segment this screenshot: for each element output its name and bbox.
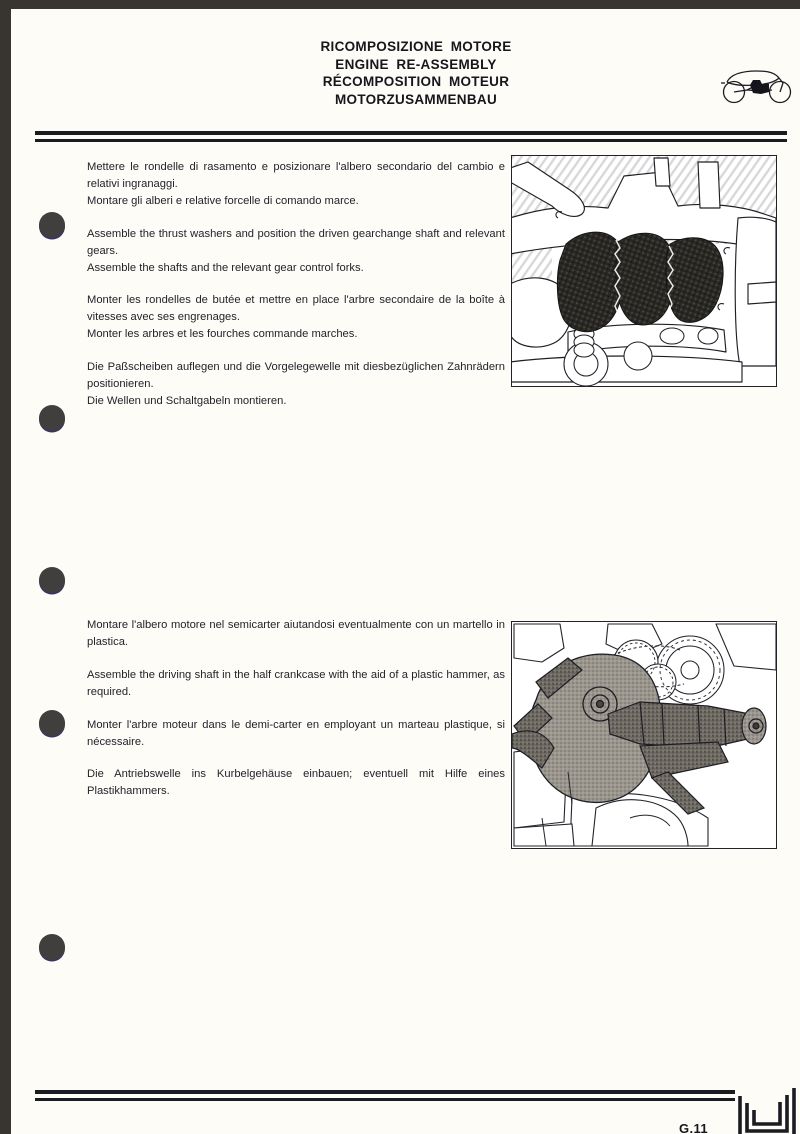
- header-rule-upper: [35, 131, 787, 135]
- title-line-french: RÉCOMPOSITION MOTEUR: [322, 74, 510, 90]
- binder-punch-hole: [39, 710, 65, 736]
- crankshaft-assembly-photo: [511, 621, 777, 849]
- footer-rule-lower: [35, 1098, 735, 1102]
- paragraph-german: Die Antriebswelle ins Kurbelgehäuse einbauen; eventuell mit Hilfe eines Plastikhammers.: [87, 768, 505, 798]
- paragraph-french: Monter les rondelles de butée et mettre en place l'arbre secondaire de la boîte à vitesses avec ses engrenages. Monter les arbres et les fourches commande marches.: [87, 294, 505, 341]
- gearbox-shafts-photo: [511, 155, 777, 387]
- header-rule-lower: [35, 139, 787, 143]
- paragraph-italian: Montare l'albero motore nel semicarter aiutandosi eventualmente con un martello in plastica.: [87, 619, 505, 648]
- title-line-german: MOTORZUSAMMENBAU: [334, 91, 498, 107]
- title-line-english: ENGINE RE-ASSEMBLY: [335, 56, 497, 72]
- section-crankshaft-text: [87, 617, 505, 800]
- paragraph-german: Die Paßscheiben auflegen und die Vorgelegewelle mit diesbezüglichen Zahnrädern positionieren. Die Wellen und Schaltgabeln montieren.: [87, 361, 505, 407]
- paragraph-english: Assemble the thrust washers and position the driven gearchange shaft and relevant gears. Assemble the shafts and the relevant gear control forks.: [87, 227, 505, 274]
- motorcycle-icon: [717, 61, 797, 107]
- section-gearbox-shafts-text: [87, 159, 505, 410]
- paragraph-italian: Mettere le rondelle di rasamento e posizionare l'albero secondario del cambio e relativi ingranaggi. Montare gli alberi e relative forcelle di comando marce.: [87, 161, 505, 207]
- paragraph-french: Monter l'arbre moteur dans le demi-carter en employant un marteau plastique, si nécessaire.: [87, 718, 505, 748]
- binder-punch-hole: [39, 405, 65, 431]
- cagiva-spiral-logo: [738, 1086, 796, 1134]
- paragraph-english: Assemble the driving shaft in the half crankcase with the aid of a plastic hammer, as required.: [87, 668, 505, 698]
- title-line-italian: RICOMPOSIZIONE MOTORE: [320, 39, 512, 54]
- footer-rule-upper: [35, 1090, 735, 1094]
- manual-page: [11, 9, 800, 1134]
- binder-punch-hole: [39, 567, 65, 593]
- page-number: G.11: [679, 1121, 709, 1134]
- page-title: [131, 38, 701, 108]
- binder-punch-hole: [39, 934, 65, 960]
- binder-punch-hole: [39, 212, 65, 238]
